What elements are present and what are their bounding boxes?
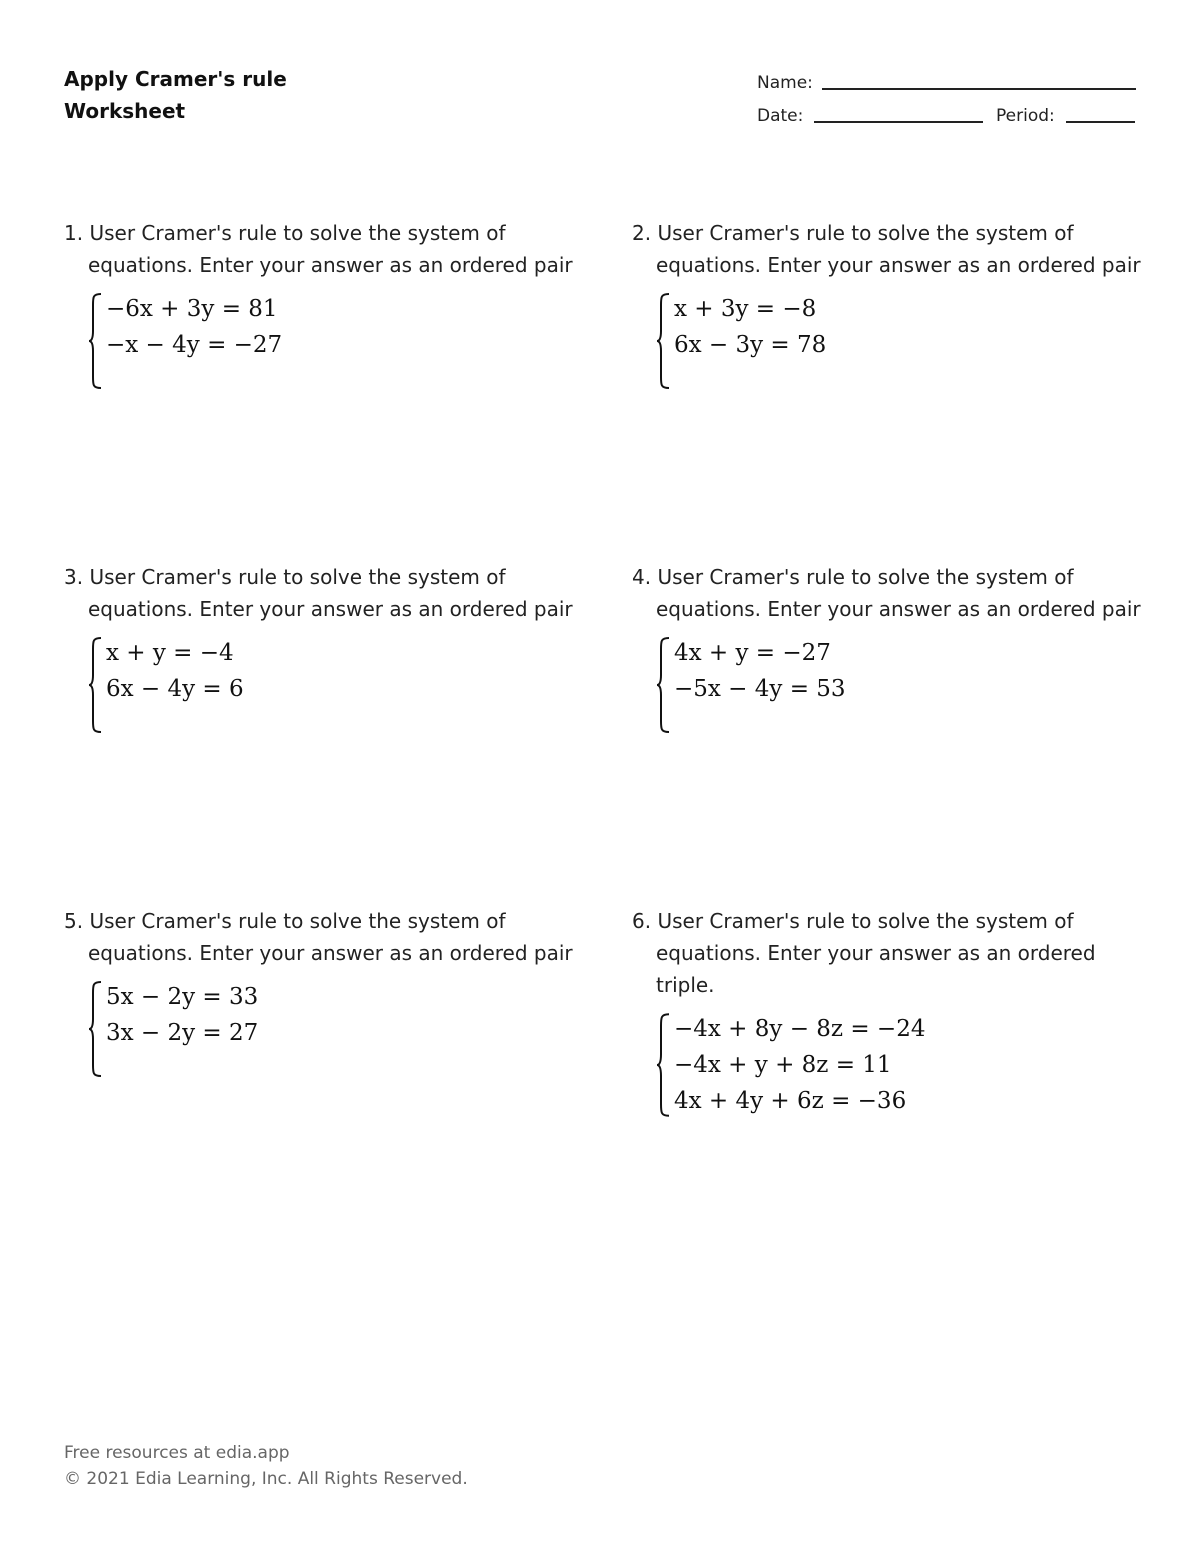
problem-number: 3. <box>64 565 84 589</box>
equation-system <box>88 635 584 735</box>
equation: 5x − 2y = 33 <box>106 984 259 1010</box>
left-brace-icon <box>88 291 104 391</box>
equations <box>672 291 826 391</box>
problem-prompt-text: User Cramer's rule to solve the system of equations. Enter your answer as an ordered triple. <box>656 909 1096 997</box>
equation: −4x + y + 8z = 11 <box>674 1052 892 1078</box>
problem-number: 6. <box>632 909 652 933</box>
problem-prompt <box>632 905 1152 1001</box>
equation: −x − 4y = −27 <box>106 332 283 358</box>
equation: x + y = −4 <box>106 640 234 666</box>
problem-prompt-text: User Cramer's rule to solve the system of equations. Enter your answer as an ordered pair <box>88 565 573 621</box>
equation-system <box>656 1011 1152 1119</box>
footer <box>64 1440 468 1492</box>
problem-2 <box>632 217 1152 391</box>
left-brace-icon <box>656 635 672 735</box>
worksheet-title: Apply Cramer's rule <box>64 67 287 91</box>
left-brace-icon <box>656 291 672 391</box>
problem-number: 1. <box>64 221 84 245</box>
footer-resources: Free resources at edia.app <box>64 1443 290 1463</box>
equation: −4x + 8y − 8z = −24 <box>674 1016 926 1042</box>
problem-4 <box>632 561 1152 735</box>
equation: 6x − 4y = 6 <box>106 676 244 702</box>
name-field-line[interactable] <box>822 88 1136 90</box>
problem-prompt-text: User Cramer's rule to solve the system of equations. Enter your answer as an ordered pair <box>88 909 573 965</box>
equation: 4x + y = −27 <box>674 640 831 666</box>
equations <box>672 1011 925 1119</box>
equation: −5x − 4y = 53 <box>674 676 846 702</box>
equation: x + 3y = −8 <box>674 296 817 322</box>
name-label: Name: <box>757 73 813 93</box>
equation-system <box>656 635 1152 735</box>
period-label: Period: <box>996 106 1055 126</box>
equation: 3x − 2y = 27 <box>106 1020 259 1046</box>
equation-system <box>88 291 584 391</box>
equations <box>104 635 244 735</box>
equation: −6x + 3y = 81 <box>106 296 278 322</box>
worksheet-subtitle: Worksheet <box>64 99 186 123</box>
problem-prompt <box>64 561 584 625</box>
problem-prompt-text: User Cramer's rule to solve the system of equations. Enter your answer as an ordered pair <box>656 221 1141 277</box>
equations <box>104 979 258 1079</box>
problem-prompt <box>632 561 1152 625</box>
problem-1 <box>64 217 584 391</box>
footer-copyright: © 2021 Edia Learning, Inc. All Rights Reserved. <box>64 1469 468 1489</box>
problem-prompt-text: User Cramer's rule to solve the system of equations. Enter your answer as an ordered pair <box>88 221 573 277</box>
problem-number: 5. <box>64 909 84 933</box>
problem-prompt <box>64 217 584 281</box>
problem-prompt-text: User Cramer's rule to solve the system of equations. Enter your answer as an ordered pair <box>656 565 1141 621</box>
left-brace-icon <box>656 1011 672 1119</box>
period-field-line[interactable] <box>1066 121 1135 123</box>
problem-number: 2. <box>632 221 652 245</box>
problem-prompt <box>64 905 584 969</box>
problem-5 <box>64 905 584 1079</box>
equations <box>104 291 282 391</box>
problem-prompt <box>632 217 1152 281</box>
date-field-line[interactable] <box>814 121 983 123</box>
problem-3 <box>64 561 584 735</box>
problem-number: 4. <box>632 565 652 589</box>
problem-6 <box>632 905 1152 1119</box>
equations <box>672 635 846 735</box>
equation-system <box>88 979 584 1079</box>
equation: 4x + 4y + 6z = −36 <box>674 1088 907 1114</box>
equation-system <box>656 291 1152 391</box>
left-brace-icon <box>88 635 104 735</box>
equation: 6x − 3y = 78 <box>674 332 827 358</box>
left-brace-icon <box>88 979 104 1079</box>
date-label: Date: <box>757 106 804 126</box>
